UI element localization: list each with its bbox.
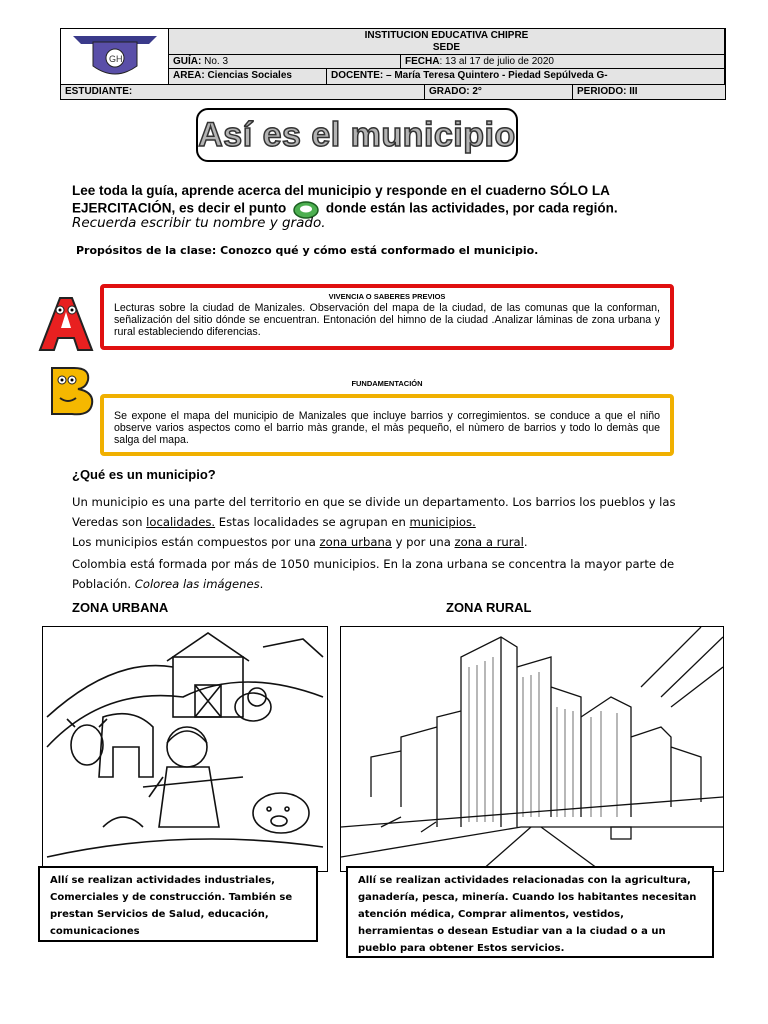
sede-label: SEDE	[169, 41, 725, 55]
para1-l2a: Veredas son	[72, 515, 147, 529]
question-heading: ¿Qué es un municipio?	[72, 467, 216, 482]
para1-line1: Un municipio es una parte del territorio en que se divide un departamento. Los barrios los pueblos y las	[72, 495, 676, 509]
letter-b-icon	[38, 362, 102, 418]
term-municipios: municipios.	[409, 515, 476, 529]
section-a-box	[100, 284, 674, 350]
intro-line-2b: donde están las actividades, por cada región.	[325, 200, 618, 216]
definition-paragraph	[72, 492, 712, 552]
intro-line-2a: EJERCITACIÓN, es decir el punto	[72, 200, 287, 216]
guia-label: GUÍA:	[173, 56, 202, 67]
city-drawing	[341, 627, 723, 871]
docente-label: DOCENTE:	[331, 70, 384, 81]
urban-caption: Allí se realizan actividades industriales, Comerciales y de construcción. También se prestan Servicios de Salud, educación, comunicaciones	[38, 866, 318, 942]
periodo-label: PERIODO: III	[573, 85, 725, 99]
para1-line3	[72, 532, 712, 552]
colombia-paragraph	[72, 554, 712, 594]
letter-a-icon	[30, 290, 100, 356]
para1-l3a: Los municipios están compuestos por una	[72, 535, 320, 549]
para2-l2a: Población.	[72, 577, 135, 591]
fecha-cell	[401, 55, 725, 69]
zone-urban-label: ZONA URBANA	[72, 600, 169, 615]
para1-l2b: Estas localidades se agrupan en	[215, 515, 410, 529]
institution-name: INSTITUCION EDUCATIVA CHIPRE	[169, 29, 725, 43]
color-instruction: Colorea las imágenes	[134, 577, 260, 591]
fecha-label: FECHA	[405, 56, 440, 67]
term-zona-urbana: zona urbana	[319, 535, 392, 549]
intro-reminder: Recuerda escribir tu nombre y grado.	[72, 215, 326, 231]
docente-cell	[327, 69, 725, 85]
intro-line-1: Lee toda la guía, aprende acerca del municipio y responde en el cuaderno SÓLO LA	[72, 183, 610, 198]
section-a-heading: VIVENCIA O SABERES PREVIOS	[328, 292, 446, 301]
guia-value: No. 3	[204, 56, 229, 67]
farm-illustration	[42, 626, 328, 872]
term-localidades: localidades.	[146, 515, 216, 529]
page-title: Así es el municipio	[198, 115, 516, 154]
header-table	[60, 28, 726, 100]
area-label: AREA:	[173, 70, 205, 81]
para1-l3c: .	[523, 535, 528, 549]
farm-drawing	[43, 627, 327, 871]
para1-l3b: y por una	[391, 535, 455, 549]
section-b-body: Se expone el mapa del municipio de Manizales que incluye barrios y corregimientos. se conduce a que el niño observe varios aspectos como el barrio màs grande, el màs pequeño, el nùmero de barrios y todo lo demàs que salga del mapa.	[114, 410, 660, 446]
para2-l2b: .	[259, 577, 264, 591]
zone-rural-label: ZONA RURAL	[446, 600, 532, 615]
fecha-value: : 13 al 17 de julio de 2020	[439, 56, 554, 67]
school-shield-icon	[65, 30, 165, 84]
city-illustration	[340, 626, 724, 872]
area-cell	[169, 69, 327, 85]
rural-caption: Allí se realizan actividades relacionadas con la agricultura, ganadería, pesca, minería. Cuando los habitantes necesitan atención médica, Comprar alimentos, vestidos, herramientas o desean Estudiar van a la ciudad o a un pueblo para obtener Estos servicios.	[346, 866, 714, 958]
guia-cell	[169, 55, 401, 69]
school-logo-cell	[61, 29, 169, 85]
para1-line2	[72, 512, 712, 532]
title-box	[196, 108, 518, 162]
section-a-body: Lecturas sobre la ciudad de Manizales. Observación del mapa de la ciudad, de las comunas que la conforman, señalización del sitio dónde se encuentran. Entonación del himno de la ciudad .Analizar láminas de zona urbana y rural estableciendo diferencias.	[114, 302, 660, 338]
estudiante-label: ESTUDIANTE:	[61, 85, 425, 99]
class-purpose: Propósitos de la clase: Conozco qué y cómo está conformado el municipio.	[76, 244, 539, 257]
section-b-heading: FUNDAMENTACIÓN	[351, 379, 423, 388]
section-b-box	[100, 394, 674, 456]
docente-value: – María Teresa Quintero - Piedad Sepúlveda G-	[386, 70, 608, 81]
term-zona-rural: zona a rural	[454, 535, 524, 549]
svg-text:GH: GH	[109, 54, 123, 64]
para2-line2	[72, 574, 712, 594]
intro-text	[72, 182, 692, 219]
area-value: Ciencias Sociales	[207, 70, 292, 81]
para2-line1: Colombia está formada por más de 1050 municipios. En la zona urbana se concentra la mayor parte de	[72, 557, 675, 571]
grado-label: GRADO: 2°	[425, 85, 573, 99]
